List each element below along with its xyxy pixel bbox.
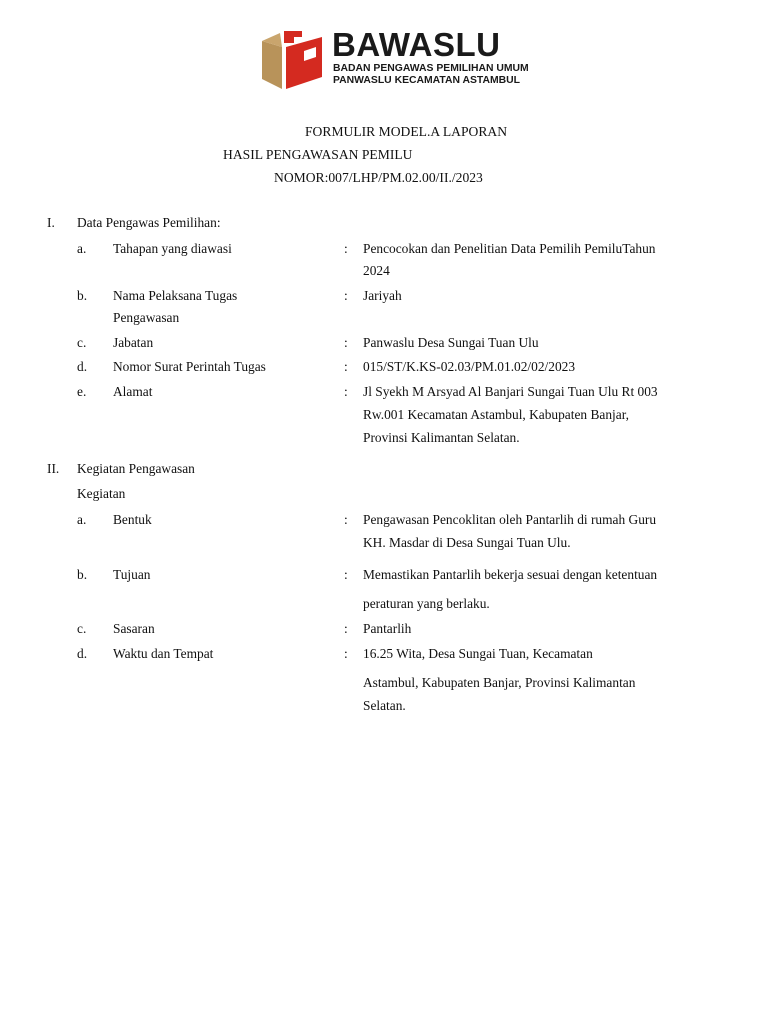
item-value: Provinsi Kalimantan Selatan. <box>363 430 520 445</box>
item-value: Selatan. <box>363 698 406 713</box>
item-label: Sasaran <box>113 621 155 636</box>
item-letter: c. <box>77 621 87 636</box>
item-letter: b. <box>77 567 88 582</box>
item-value: 015/ST/K.KS-02.03/PM.01.02/02/2023 <box>363 359 576 374</box>
logo-subtitle-2: PANWASLU KECAMATAN ASTAMBUL <box>333 75 521 86</box>
item-value: 16.25 Wita, Desa Sungai Tuan, Kecamatan <box>363 646 593 661</box>
item-value: Astambul, Kabupaten Banjar, Provinsi Kalimantan <box>363 675 636 690</box>
logo-wordmark: BAWASLU <box>332 26 501 63</box>
item-value: KH. Masdar di Desa Sungai Tuan Ulu. <box>363 535 571 550</box>
item-label: Nomor Surat Perintah Tugas <box>113 359 266 374</box>
item-colon: : <box>344 621 348 636</box>
item-colon: : <box>344 288 348 303</box>
item-value: Jariyah <box>363 288 402 303</box>
section-1-numeral: I. <box>47 215 55 230</box>
item-letter: e. <box>77 384 87 399</box>
item-value: Panwaslu Desa Sungai Tuan Ulu <box>363 335 539 350</box>
item-colon: : <box>344 512 348 527</box>
form-subtitle: HASIL PENGAWASAN PEMILU <box>223 147 413 162</box>
item-colon: : <box>344 567 348 582</box>
item-colon: : <box>344 646 348 661</box>
item-label: Pengawasan <box>113 310 180 325</box>
item-label: Alamat <box>113 384 153 399</box>
item-label: Jabatan <box>113 335 154 350</box>
item-colon: : <box>344 335 348 350</box>
item-label: Tujuan <box>113 567 151 582</box>
item-letter: d. <box>77 359 88 374</box>
form-number: NOMOR:007/LHP/PM.02.00/II./2023 <box>274 170 483 185</box>
section-2-numeral: II. <box>47 461 60 476</box>
section-2-heading: Kegiatan Pengawasan <box>77 461 195 476</box>
bawaslu-logo <box>260 27 530 93</box>
item-label: Tahapan yang diawasi <box>113 241 232 256</box>
item-label: Nama Pelaksana Tugas <box>113 288 238 303</box>
item-value: Rw.001 Kecamatan Astambul, Kabupaten Banjar, <box>363 407 629 422</box>
item-colon: : <box>344 359 348 374</box>
item-value: Jl Syekh M Arsyad Al Banjari Sungai Tuan Ulu Rt 003 <box>363 384 658 399</box>
item-value: Pencocokan dan Penelitian Data Pemilih PemiluTahun <box>363 241 656 256</box>
item-letter: a. <box>77 241 87 256</box>
item-value: Pengawasan Pencoklitan oleh Pantarlih di rumah Guru <box>363 512 657 527</box>
item-value: 2024 <box>363 263 390 278</box>
item-label: Waktu dan Tempat <box>113 646 214 661</box>
item-value: peraturan yang berlaku. <box>363 596 490 611</box>
item-value: Pantarlih <box>363 621 412 636</box>
item-colon: : <box>344 241 348 256</box>
item-letter: a. <box>77 512 87 527</box>
item-colon: : <box>344 384 348 399</box>
item-value: Memastikan Pantarlih bekerja sesuai dengan ketentuan <box>363 567 658 582</box>
form-title: FORMULIR MODEL.A LAPORAN <box>305 124 508 139</box>
section-2-subheading: Kegiatan <box>77 486 126 501</box>
item-letter: c. <box>77 335 87 350</box>
item-label: Bentuk <box>113 512 152 527</box>
bawaslu-emblem-icon <box>260 27 326 93</box>
section-1-heading: Data Pengawas Pemilihan: <box>77 215 221 230</box>
item-letter: d. <box>77 646 88 661</box>
item-letter: b. <box>77 288 88 303</box>
logo-subtitle-1: BADAN PENGAWAS PEMILIHAN UMUM <box>333 63 529 74</box>
